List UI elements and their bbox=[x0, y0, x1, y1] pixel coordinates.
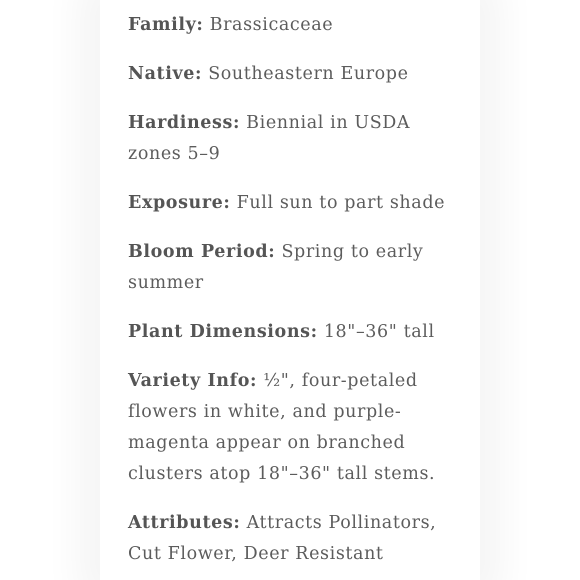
fact-bloom-period bbox=[128, 237, 458, 299]
fact-value: Attracts Pollinators, Cut Flower, Deer Resistant bbox=[128, 513, 437, 564]
fact-label: Attributes: bbox=[128, 513, 241, 533]
fact-value: Southeastern Europe bbox=[208, 64, 409, 84]
plant-facts-list bbox=[128, 10, 458, 580]
fact-value: Biennial in USDA zones 5–9 bbox=[128, 113, 411, 164]
fact-label: Family: bbox=[128, 15, 204, 35]
fact-value: Brassicaceae bbox=[209, 15, 334, 35]
fact-label: Native: bbox=[128, 64, 203, 84]
fact-hardiness bbox=[128, 108, 458, 170]
fact-label: Hardiness: bbox=[128, 113, 240, 133]
fact-plant-dimensions bbox=[128, 317, 458, 348]
fact-label: Exposure: bbox=[128, 193, 231, 213]
fact-variety-info bbox=[128, 366, 458, 490]
fact-label: Variety Info: bbox=[128, 371, 258, 391]
fact-value: ½", four-petaled flowers in white, and purple-magenta appear on branched clusters atop 18"–36" tall stems. bbox=[128, 371, 436, 484]
fact-label: Bloom Period: bbox=[128, 242, 276, 262]
fact-attributes bbox=[128, 508, 458, 570]
fact-value: Full sun to part shade bbox=[236, 193, 446, 213]
fact-exposure bbox=[128, 188, 458, 219]
fact-value: Spring to early summer bbox=[128, 242, 424, 293]
fact-value: 18"–36" tall bbox=[323, 322, 435, 342]
fact-native bbox=[128, 59, 458, 90]
fact-family bbox=[128, 10, 458, 41]
fact-label: Plant Dimensions: bbox=[128, 322, 318, 342]
